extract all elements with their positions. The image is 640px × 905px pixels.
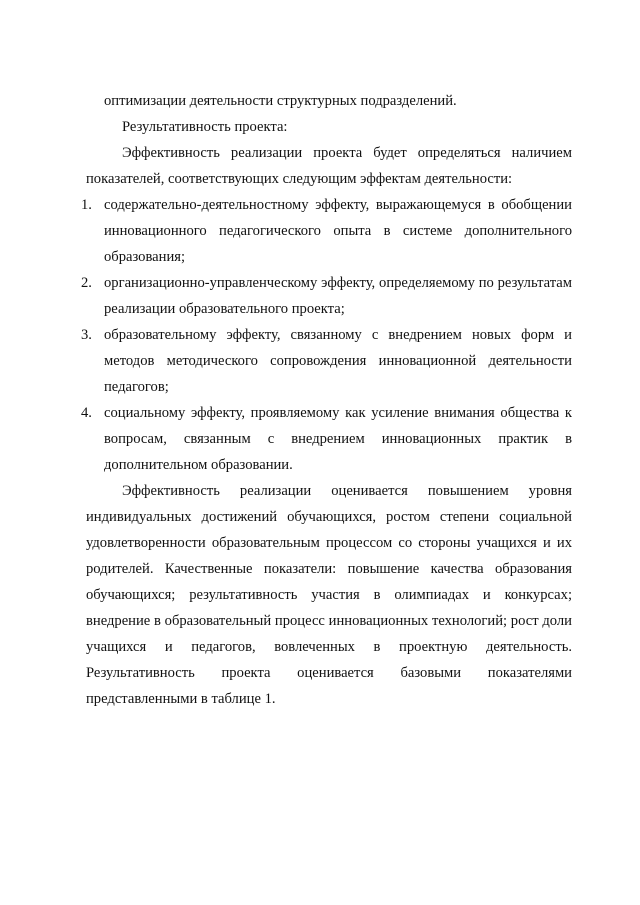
list-item-text: организационно-управленческому эффекту, определяемому по результатам реализации образовательного проекта;	[104, 275, 572, 317]
list-item	[81, 270, 572, 322]
list-item-text: содержательно-деятельностному эффекту, выражающемуся в обобщении инновационного педагогического опыта в системе дополнительного образования;	[104, 197, 572, 265]
list-item	[81, 322, 572, 400]
list-item-number: 1.	[81, 197, 92, 213]
list-item-text: социальному эффекту, проявляемому как усиление внимания общества к вопросам, связанным с внедрением инновационных практик в дополнительном образовании.	[104, 405, 572, 473]
paragraph-final: Эффективность реализации оценивается повышением уровня индивидуальных достижений обучающихся, ростом степени социальной удовлетворенности образовательным процессом со стороны учащихся и их родителей. Качественные показатели: повышение качества образования обучающихся; результативность участия в олимпиадах и конкурсах; внедрение в образовательный процесс инновационных технологий; рост доли учащихся и педагогов, вовлеченных в проектную деятельность. Результативность проекта оценивается базовыми показателями представленными в таблице 1.	[86, 483, 572, 707]
list-item-text: образовательному эффекту, связанному с внедрением новых форм и методов методического сопровождения инновационной деятельности педагогов;	[104, 327, 572, 395]
paragraph-continuation: оптимизации деятельности структурных подразделений.	[104, 93, 457, 109]
list-item-number: 4.	[81, 405, 92, 421]
list-item	[81, 192, 572, 270]
list-item	[81, 400, 572, 478]
document-body	[81, 88, 572, 712]
effects-list	[81, 192, 572, 478]
paragraph-effectiveness: Эффективность реализации проекта будет определяться наличием показателей, соответствующих следующим эффектам деятельности:	[86, 145, 572, 187]
list-item-number: 3.	[81, 327, 92, 343]
paragraph-result-heading: Результативность проекта:	[122, 119, 288, 135]
list-item-number: 2.	[81, 275, 92, 291]
